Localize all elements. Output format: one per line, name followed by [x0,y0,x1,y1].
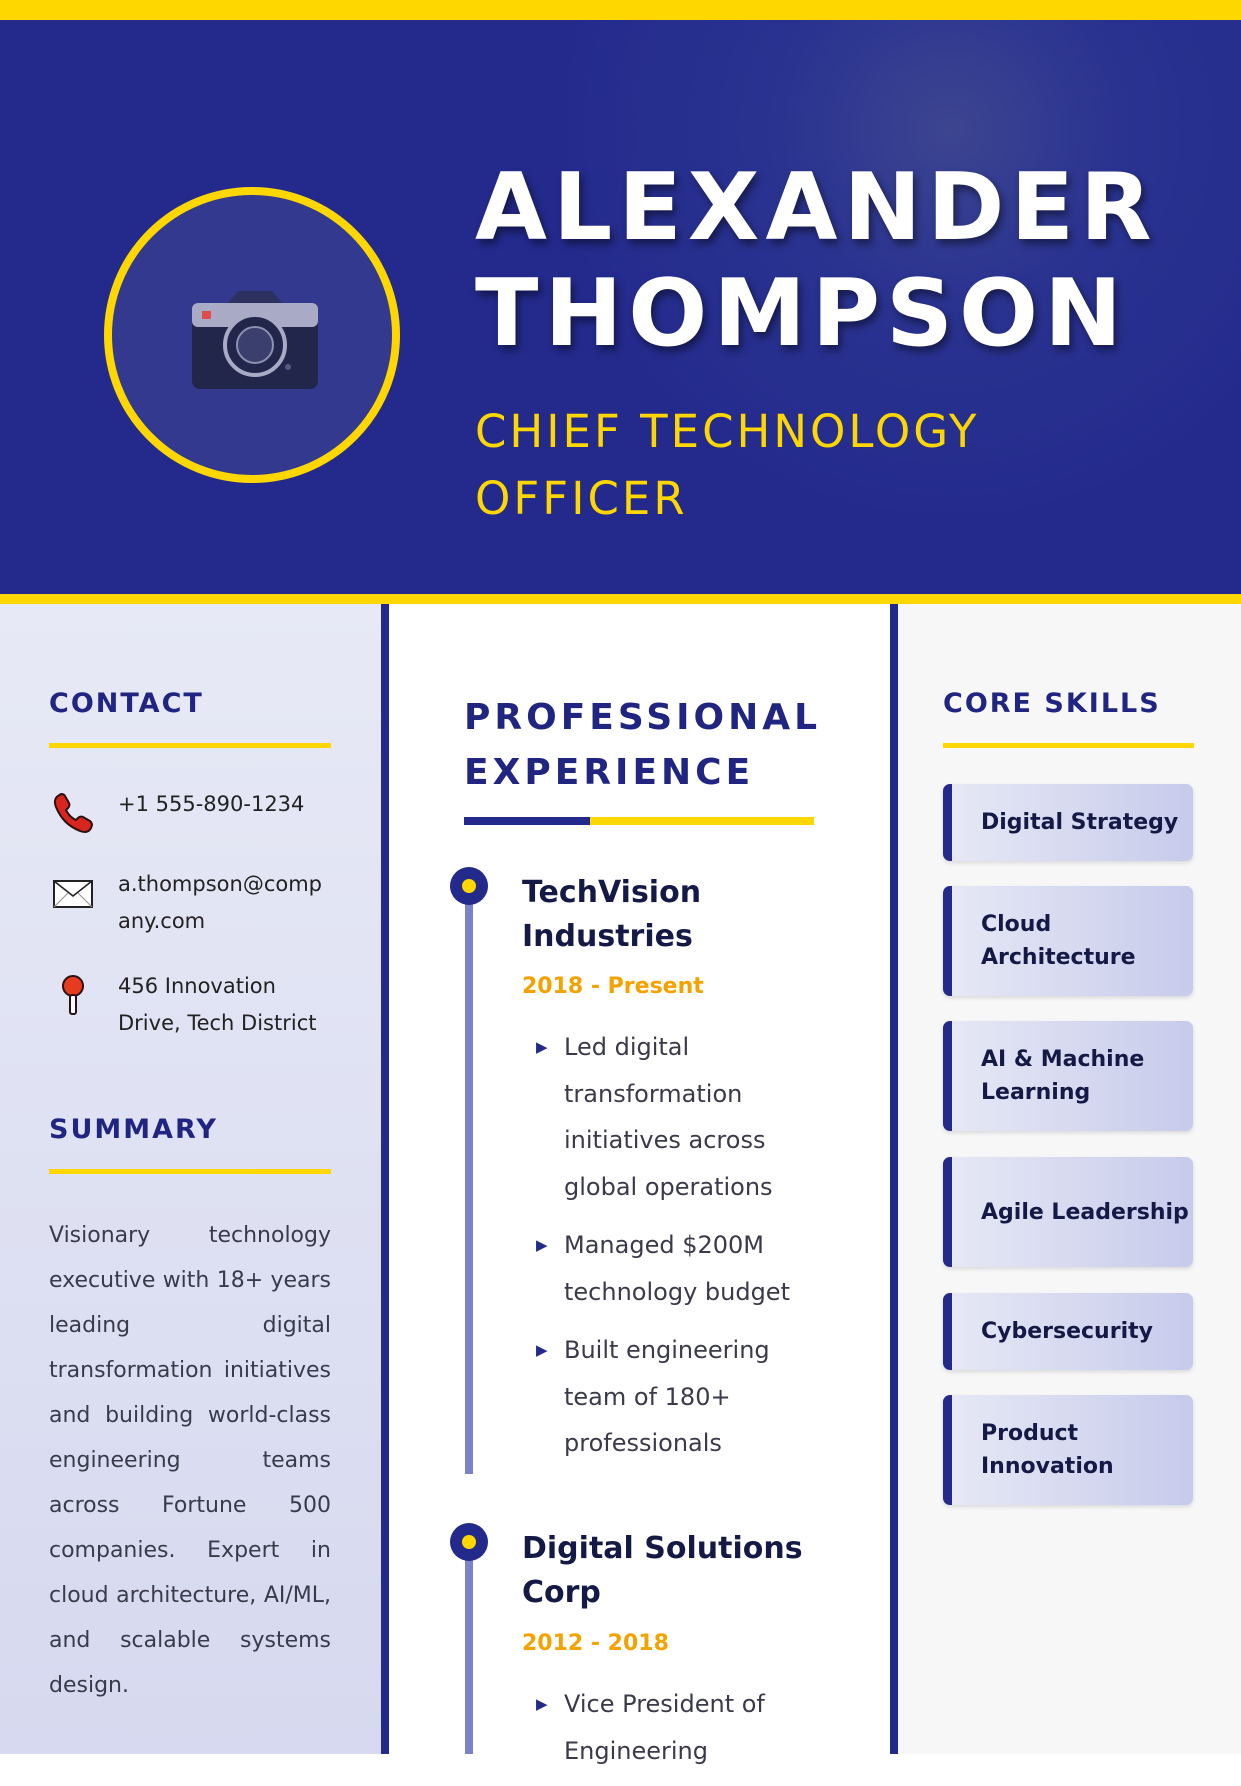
column-divider-right [890,604,898,1754]
column-divider-left [381,604,389,1754]
phone-text[interactable]: +1 555-890-1234 [118,792,305,816]
bullet-text: Vice President of Engineering [564,1690,765,1765]
job-company-line2: Corp [522,1575,601,1610]
skill-tag: Product Innovation [943,1395,1193,1505]
summary-text: Visionary technology executive with 18+ years leading digital transformation initiatives and building world-class engineering teams across Fortune 500 companies. Expert in cloud architecture, AI/ML, and scalable systems design. [49,1223,331,1698]
email-line1: a.thompson@comp [118,872,323,896]
camera-icon [190,287,320,391]
job-bullets [536,1024,826,1479]
bullet-arrow-icon: ▶ [536,1341,548,1359]
skill-tag: Cybersecurity [943,1293,1193,1370]
timeline-line [465,886,473,1474]
bullet-text: Built engineering team of 180+ professionals [564,1336,770,1457]
skill-tag: Digital Strategy [943,784,1193,861]
top-accent-bar [0,0,1241,20]
bullet-item [536,1222,826,1315]
email-text[interactable] [118,866,328,940]
job-company-line2: Industries [522,919,693,954]
bullet-text: Managed $200M technology budget [564,1231,790,1306]
skill-tag: Agile Leadership [943,1157,1193,1267]
address-line2: Drive, Tech District [118,1011,317,1035]
job-company [522,1527,822,1615]
bullet-arrow-icon: ▶ [536,1236,548,1254]
job-title-line2: OFFICER [475,472,688,525]
address-line1: 456 Innovation [118,974,276,998]
timeline-line [465,1542,473,1754]
header-banner [0,20,1241,594]
profile-photo [104,187,400,483]
experience-heading-line1: PROFESSIONAL [464,697,822,738]
experience-heading-line2: EXPERIENCE [464,752,755,793]
job-company [522,871,822,959]
bullet-arrow-icon: ▶ [536,1695,548,1713]
bullet-arrow-icon: ▶ [536,1038,548,1056]
experience-heading [464,690,824,800]
bullet-item [536,1327,826,1467]
pushpin-icon [52,974,94,1016]
header-accent-bar [0,594,1241,604]
bullet-text: Led digital transformation initiatives across global operations [564,1033,773,1201]
job-title-line1: CHIEF TECHNOLOGY [475,405,980,458]
contact-heading: CONTACT [49,688,204,719]
envelope-icon [52,872,94,914]
timeline-dot [450,1523,488,1561]
job-company-line1: Digital Solutions [522,1531,803,1566]
skills-underline [943,743,1194,748]
timeline-dot [450,867,488,905]
experience-underline-navy [464,817,590,825]
summary-heading: SUMMARY [49,1114,218,1145]
skill-tag: Cloud Architecture [943,886,1193,996]
bullet-item [536,1681,826,1774]
phone-icon [52,792,94,834]
email-line2: any.com [118,909,206,933]
job-company-line1: TechVision [522,875,702,910]
contact-underline [49,743,331,748]
experience-underline-yellow [590,817,814,825]
first-name: ALEXANDER [475,153,1158,261]
address-text [118,968,328,1042]
last-name: THOMPSON [475,259,1128,367]
job-years: 2018 - Present [522,974,704,999]
job-years: 2012 - 2018 [522,1631,669,1656]
skills-heading: CORE SKILLS [943,688,1161,719]
full-name [475,154,1195,366]
bullet-item [536,1024,826,1210]
job-title [475,398,1075,532]
job-bullets [536,1681,826,1786]
skill-tag: AI & Machine Learning [943,1021,1193,1131]
summary-underline [49,1169,331,1174]
